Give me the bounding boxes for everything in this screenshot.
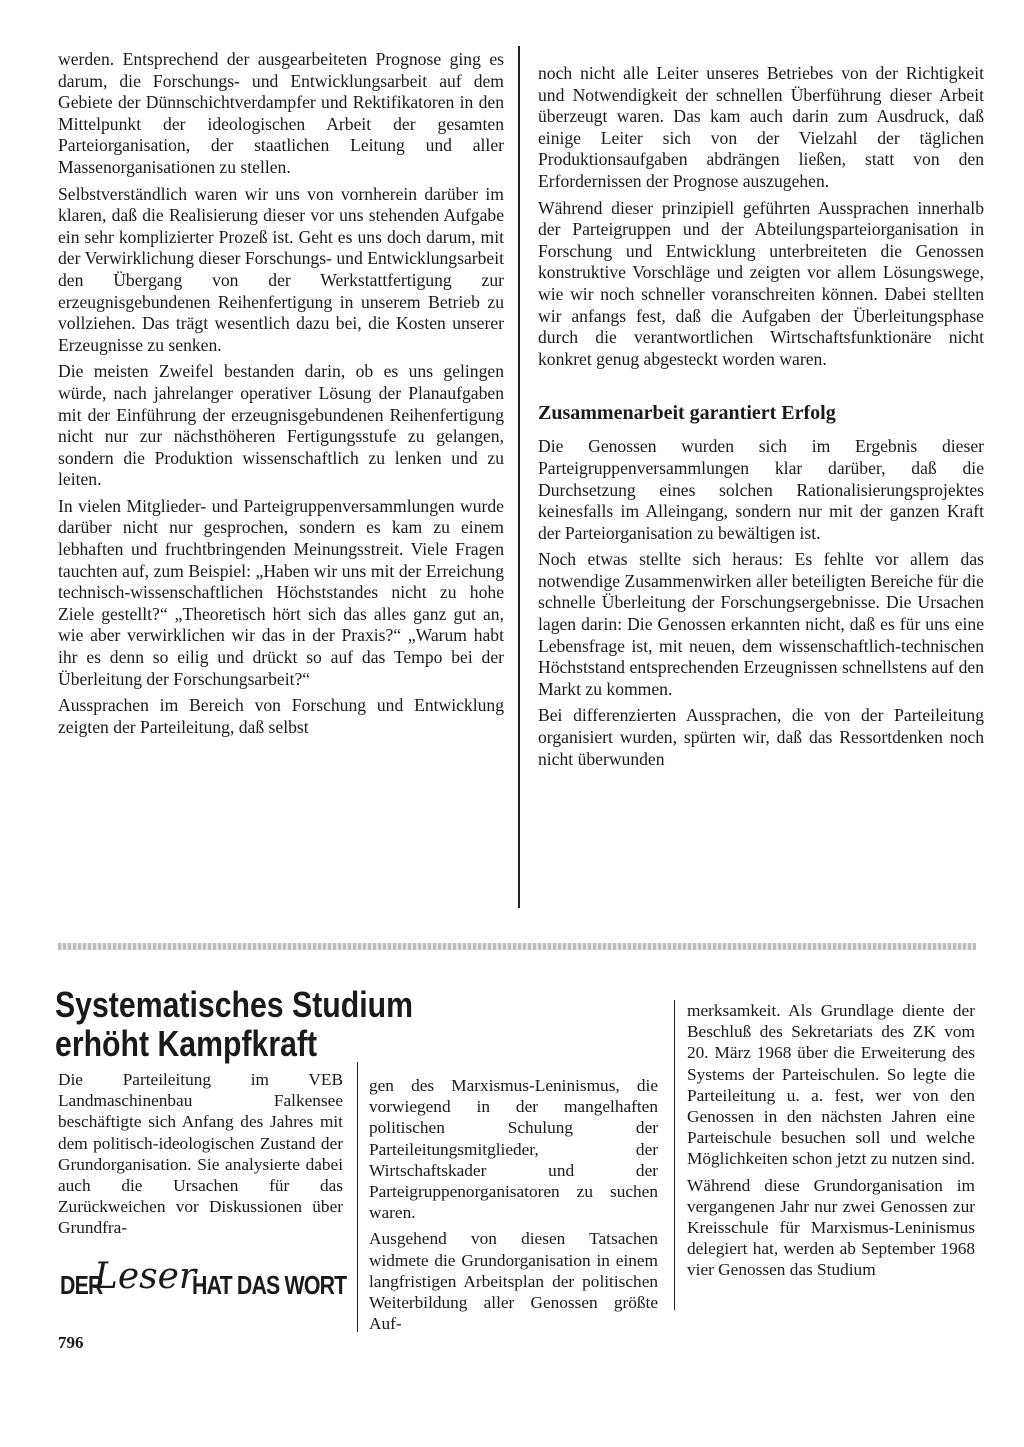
paragraph: Noch etwas stellte sich heraus: Es fehlte vor allem das notwendige Zusammenwirken aller beteiligten Bereiche für die schnelle Überleitung der Forschungsergebnisse. Die Ursachen lagen darin: Die Genossen erkannten nicht, daß es für uns eine Lebensfrage ist, mit neuen, dem wissenschaftlich-technischen Höchststand entsprechenden Erzeugnissen schnellstens auf den Markt zu kommen. — [538, 549, 984, 699]
paragraph: Aussprachen im Bereich von Forschung und Entwicklung zeigten der Parteileitung, daß selbst — [58, 695, 504, 737]
paragraph: Während diese Grundorganisation im vergangenen Jahr nur zwei Genossen zur Kreisschule für Marxismus-Leninismus delegiert hat, werden ab September 1968 vier Genossen das Studium — [687, 1175, 975, 1280]
paragraph: Selbstverständlich waren wir uns von vornherein darüber im klaren, daß die Realisierung dieser vor uns stehenden Aufgabe ein sehr komplizierter Prozeß ist. Geht es uns doch darum, mit der Verwirklichung dieser Forschungs- und Entwicklungsarbeit den Übergang von der Werkstattfertigung zur erzeugnisgebundenen Reihenfertigung in unserem Betrieb zu vollziehen. Das trägt wesentlich dazu bei, die Kosten unserer Erzeugnisse zu senken. — [58, 183, 504, 355]
article2-column-3 — [687, 1000, 975, 1286]
paragraph: Ausgehend von diesen Tatsachen widmete die Grundorganisation in einem langfristigen Arbeitsplan der politischen Weiterbildung aller Genossen größte Auf- — [369, 1229, 658, 1334]
article2-headline — [55, 984, 413, 1064]
logo-text-leser: Leser — [93, 1256, 197, 1297]
paragraph: merksamkeit. Als Grundlage diente der Beschluß des Sekretariats des ZK vom 20. März 1968 über die Erweiterung des Systems der Parteischulen. So legte die Parteileitung u. a. fest, wer von den Genossen in den nächsten Jahren eine Parteischule besuchen soll und welche Möglichkeiten schon jetzt zu nutzen sind. — [687, 1001, 975, 1169]
logo-text-der: DER — [60, 1270, 103, 1300]
paragraph: In vielen Mitglieder- und Parteigruppenversammlungen wurde darüber nicht nur gesprochen, sondern es kam zu einem lebhaften und fruchtbringenden Meinungsstreit. Viele Fragen tauchten auf, zum Beispiel: „Haben wir uns mit der Erreichung technisch-wissenschaftlichen Höchststandes nicht zu hohe Ziele gestellt?“ „Theoretisch hört sich das alles ganz gut an, wie aber verwirklichen wir das in der Praxis?“ „Warum habt ihr es denn so eilig und drückt so auf das Tempo bei der Überleitung der Forschungsarbeit?“ — [58, 495, 504, 689]
article1-column-1 — [58, 49, 504, 743]
paragraph: gen des Marxismus-Leninismus, die vorwiegend in der mangelhaften politischen Schulung der Parteileitungsmitglieder, der Wirtschaftskader und der Parteigruppenorganisatoren zu suchen waren. — [369, 1076, 658, 1223]
page-number: 796 — [58, 1333, 84, 1352]
paragraph: Bei differenzierten Aussprachen, die von der Parteileitung organisiert wurden, spürten wir, daß das Ressortdenken noch nicht überwunden — [538, 705, 984, 769]
article2-column-2 — [369, 1075, 658, 1339]
logo-text-hat-das-wort: HAT DAS WORT — [192, 1270, 347, 1300]
paragraph: Die Parteileitung im VEB Landmaschinenbau Falkensee beschäftigte sich Anfang des Jahres mit dem politisch-ideologischen Zustand der Grundorganisation. Sie analysierte dabei auch die Ursachen für das Zurückweichen vor Diskussionen über Grundfra- — [58, 1070, 343, 1238]
column-divider — [518, 46, 520, 908]
section-separator — [58, 943, 976, 950]
article1-column-2 — [538, 63, 984, 775]
paragraph: werden. Entsprechend der ausgearbeiteten Prognose ging es darum, die Forschungs- und Entwicklungsarbeit auf dem Gebiete der Dünnschichtverdampfer und Rektifikatoren in den Mittelpunkt der ideologischen Arbeit der gesamten Parteiorganisation, der staatlichen Leitung und aller Massenorganisationen zu stellen. — [58, 49, 504, 177]
paragraph: Die Genossen wurden sich im Ergebnis dieser Parteigruppenversammlungen klar darüber, daß die Durchsetzung eines solchen Rationalisierungsprojektes keinesfalls im Alleingang, sondern nur mit der ganzen Kraft der Parteiorganisation zu bewältigen ist. — [538, 436, 984, 543]
paragraph: Die meisten Zweifel bestanden darin, ob es uns gelingen würde, nach jahrelanger operativer Lösung der Planaufgaben mit der Einführung der erzeugnisgebundenen Reihenfertigung nicht nur zur nächsthöheren Fertigungsstufe zu gelangen, sondern die Produktion wissenschaftlich zu lenken und zu leiten. — [58, 361, 504, 490]
headline-line-2: erhöht Kampfkraft — [55, 1023, 318, 1064]
article2-column-1 — [58, 1069, 343, 1244]
section-subheading: Zusammenarbeit garantiert Erfolg — [538, 402, 836, 425]
headline-line-1: Systematisches Studium — [55, 984, 413, 1025]
paragraph: Während dieser prinzipiell geführten Aussprachen innerhalb der Parteigruppen und der Abteilungsparteiorganisation in Forschung und Entwicklung unterbreiteten die Genossen konstruktive Vorschläge und zeigten vor allem Lösungswege, wie wir noch schneller voranschreiten können. Dabei stellten wir anfangs fest, daß die Aufgaben der Überleitungsphase durch die verantwortlichen Wirtschaftsfunktionäre nicht konkret genug abgesteckt worden waren. — [538, 197, 984, 369]
der-leser-hat-das-wort-logo — [60, 1256, 380, 1306]
paragraph: noch nicht alle Leiter unseres Betriebes von der Richtigkeit und Notwendigkeit der schnellen Überführung dieser Arbeit überzeugt waren. Das kam auch darin zum Ausdruck, daß einige Leiter sich von der Vielzahl der täglichen Produktionsaufgaben abdrängen ließen, statt von den Erfordernissen der Prognose auszugehen. — [538, 63, 984, 191]
column-divider — [674, 1000, 675, 1310]
